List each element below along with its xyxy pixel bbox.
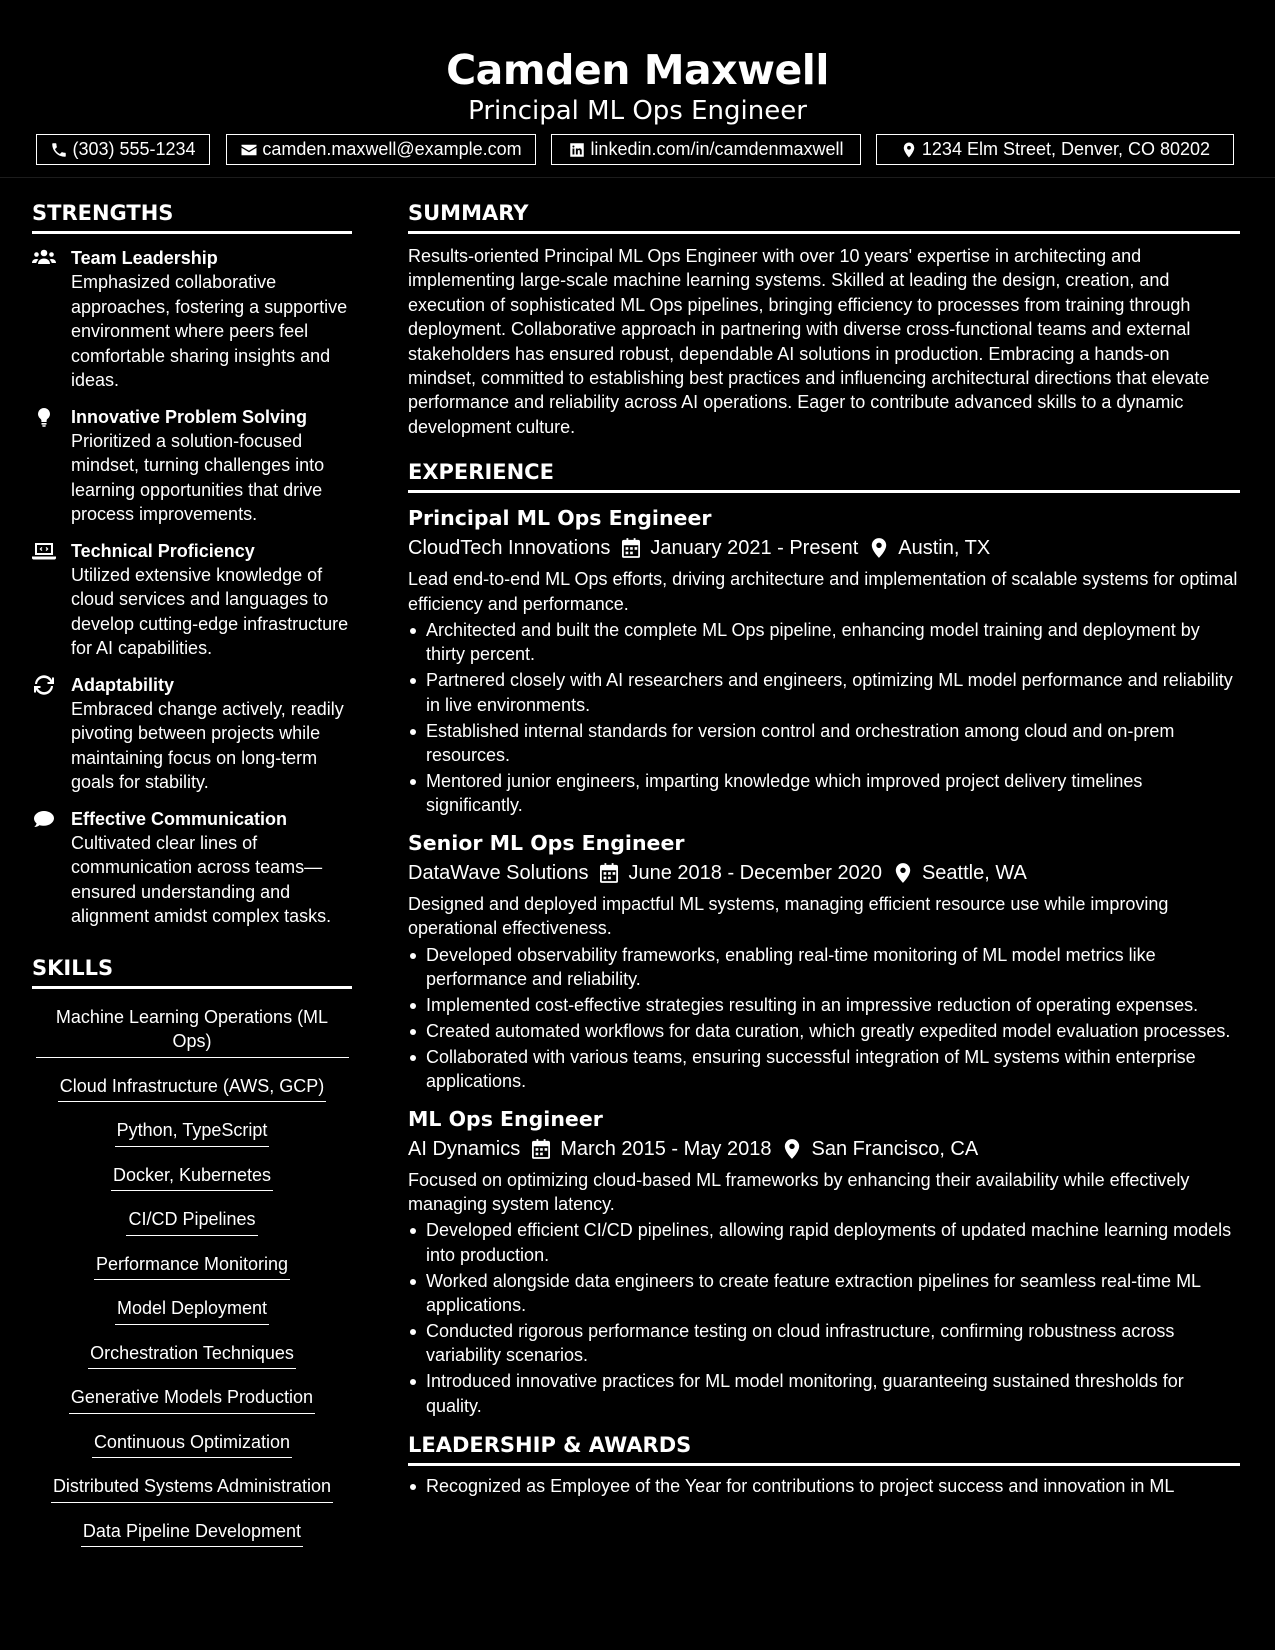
skill-item: Docker, Kubernetes bbox=[32, 1163, 352, 1192]
candidate-name: Camden Maxwell bbox=[446, 46, 829, 94]
summary-heading: SUMMARY bbox=[408, 198, 1240, 234]
strength-desc: Embraced change actively, readily pivoting between projects while maintaining focus on long-term goals for stability. bbox=[71, 698, 344, 792]
calendar-icon bbox=[622, 538, 640, 558]
list-item: Conducted rigorous performance testing on cloud infrastructure, confirming robustness across variability scenarios. bbox=[408, 1319, 1240, 1368]
job-company: AI Dynamics bbox=[408, 1137, 521, 1160]
calendar-icon bbox=[600, 863, 618, 883]
list-item: Mentored junior engineers, imparting knowledge which improved project delivery timelines significantly. bbox=[408, 769, 1240, 818]
phone-icon bbox=[50, 141, 68, 159]
candidate-role: Principal ML Ops Engineer bbox=[468, 96, 807, 126]
list-item: Worked alongside data engineers to create feature extraction pipelines for seamless real-time ML applications. bbox=[408, 1269, 1240, 1318]
job-dates: June 2018 - December 2020 bbox=[628, 861, 882, 884]
list-item: Collaborated with various teams, ensuring successful integration of ML systems within enterprise applications. bbox=[408, 1045, 1240, 1094]
job-title: Senior ML Ops Engineer bbox=[408, 830, 685, 855]
strength-desc: Prioritized a solution-focused mindset, turning challenges into learning opportunities that drive process improvements. bbox=[71, 430, 325, 524]
skills-heading: SKILLS bbox=[32, 953, 352, 989]
map-pin-icon bbox=[900, 141, 918, 159]
experience-heading: EXPERIENCE bbox=[408, 457, 1240, 493]
skill-item: Distributed Systems Administration bbox=[32, 1474, 352, 1503]
contact-email-text: camden.maxwell@example.com bbox=[262, 139, 522, 159]
job-company: DataWave Solutions bbox=[408, 861, 589, 884]
contact-linkedin-text: linkedin.com/in/camdenmaxwell bbox=[590, 139, 844, 159]
job-meta bbox=[408, 1134, 1240, 1164]
job-bullets bbox=[408, 618, 1240, 818]
skill-item: Performance Monitoring bbox=[32, 1252, 352, 1281]
strength-title: Adaptability bbox=[71, 674, 175, 695]
list-item: Architected and built the complete ML Ops pipeline, enhancing model training and deployment by thirty percent. bbox=[408, 618, 1240, 667]
job-dates: March 2015 - May 2018 bbox=[560, 1137, 772, 1160]
linkedin-icon bbox=[568, 141, 586, 159]
contact-email[interactable] bbox=[226, 134, 536, 165]
job-bullets bbox=[408, 943, 1240, 1094]
job-location: Austin, TX bbox=[898, 537, 991, 560]
left-column bbox=[32, 198, 352, 1563]
job-title: Principal ML Ops Engineer bbox=[408, 506, 712, 531]
list-item: Recognized as Employee of the Year for contributions to project success and innovation in ML bbox=[408, 1474, 1240, 1498]
strength-item bbox=[32, 405, 352, 527]
list-item: Implemented cost-effective strategies resulting in an impressive reduction of operating expenses. bbox=[408, 993, 1240, 1017]
contact-bar bbox=[36, 134, 1234, 165]
job-entry bbox=[408, 1104, 1240, 1419]
skills-list bbox=[32, 1005, 352, 1548]
job-desc: Lead end-to-end ML Ops efforts, driving architecture and implementation of scalable systems for optimal efficiency and performance. bbox=[408, 569, 1238, 614]
skill-item: CI/CD Pipelines bbox=[32, 1207, 352, 1236]
strength-title: Team Leadership bbox=[71, 248, 218, 268]
strengths-heading: STRENGTHS bbox=[32, 198, 352, 234]
skill-item: Python, TypeScript bbox=[32, 1118, 352, 1147]
map-pin-icon bbox=[870, 538, 888, 558]
awards-heading: LEADERSHIP & AWARDS bbox=[408, 1430, 1240, 1466]
map-pin-icon bbox=[783, 1139, 801, 1159]
strength-item bbox=[32, 246, 352, 393]
job-meta bbox=[408, 533, 1240, 563]
strength-title: Technical Proficiency bbox=[71, 540, 255, 561]
list-item: Established internal standards for version control and orchestration among cloud and on-prem resources. bbox=[408, 719, 1240, 768]
job-entry bbox=[408, 828, 1240, 1094]
strength-desc: Cultivated clear lines of communication across teams—ensured understanding and alignment amidst complex tasks. bbox=[71, 832, 332, 926]
right-column bbox=[408, 198, 1240, 1500]
map-pin-icon bbox=[894, 863, 912, 883]
skill-item: Generative Models Production bbox=[32, 1385, 352, 1414]
awards-list bbox=[408, 1474, 1240, 1498]
strength-desc: Utilized extensive knowledge of cloud services and languages to develop cutting-edge infrastructure for AI capabilities. bbox=[71, 564, 349, 658]
skill-item: Continuous Optimization bbox=[32, 1430, 352, 1459]
job-location: San Francisco, CA bbox=[811, 1137, 979, 1160]
list-item: Partnered closely with AI researchers and engineers, optimizing ML model performance and reliability in live environments. bbox=[408, 668, 1240, 717]
sync-icon bbox=[32, 675, 56, 695]
strength-item bbox=[32, 539, 352, 661]
list-item: Introduced innovative practices for ML model monitoring, guaranteeing sustained thresholds for quality. bbox=[408, 1369, 1240, 1418]
envelope-icon bbox=[240, 141, 258, 159]
job-dates: January 2021 - Present bbox=[650, 537, 859, 560]
summary-text: Results-oriented Principal ML Ops Engineer with over 10 years' expertise in architecting and implementing large-scale machine learning systems. Skilled at leading the design, creation, and execution of sophisticated ML Ops pipelines, bringing efficiency to processes from training through deployment. Collaborative approach in partnering with diverse cross-functional teams and external stakeholders has ensured robust, dependable AI solutions in production. Embracing a hands-on mindset, committed to establishing best practices and influencing architectural directions that elevate performance and reliability across AI operations. Eager to contribute advanced skills to a dynamic development culture. bbox=[408, 246, 1210, 437]
job-meta bbox=[408, 858, 1240, 888]
contact-address[interactable] bbox=[876, 134, 1234, 165]
strength-item bbox=[32, 807, 352, 929]
job-title: ML Ops Engineer bbox=[408, 1106, 603, 1131]
calendar-icon bbox=[532, 1139, 550, 1159]
contact-phone-text: (303) 555-1234 bbox=[72, 139, 196, 159]
contact-linkedin[interactable] bbox=[551, 134, 861, 165]
skill-item: Model Deployment bbox=[32, 1296, 352, 1325]
list-item: Created automated workflows for data curation, which greatly expedited model evaluation processes. bbox=[408, 1019, 1240, 1043]
lightbulb-icon bbox=[32, 407, 56, 427]
comment-icon bbox=[32, 809, 56, 829]
job-bullets bbox=[408, 1218, 1240, 1418]
job-entry bbox=[408, 503, 1240, 818]
job-desc: Focused on optimizing cloud-based ML frameworks by enhancing their availability while effectively managing system latency. bbox=[408, 1169, 1190, 1214]
strength-title: Effective Communication bbox=[71, 808, 288, 829]
job-desc: Designed and deployed impactful ML systems, managing efficient resource use while improving operational effectiveness. bbox=[408, 893, 1169, 939]
list-item: Developed observability frameworks, enabling real-time monitoring of ML model metrics like performance and reliability. bbox=[408, 943, 1240, 992]
contact-address-text: 1234 Elm Street, Denver, CO 80202 bbox=[921, 139, 1211, 159]
skill-item: Orchestration Techniques bbox=[32, 1341, 352, 1370]
skill-item: Cloud Infrastructure (AWS, GCP) bbox=[32, 1074, 352, 1103]
users-icon bbox=[32, 248, 56, 268]
job-location: Seattle, WA bbox=[921, 861, 1027, 884]
skill-item: Data Pipeline Development bbox=[32, 1519, 352, 1548]
strength-title: Innovative Problem Solving bbox=[71, 406, 308, 427]
contact-phone[interactable] bbox=[36, 134, 210, 165]
skill-item: Machine Learning Operations (ML Ops) bbox=[32, 1005, 352, 1058]
strength-desc: Emphasized collaborative approaches, fostering a supportive environment where peers feel comfortable sharing insights and ideas. bbox=[71, 272, 348, 390]
job-company: CloudTech Innovations bbox=[408, 537, 611, 560]
list-item: Developed efficient CI/CD pipelines, allowing rapid deployments of updated machine learning models into production. bbox=[408, 1218, 1240, 1267]
laptop-code-icon bbox=[32, 541, 56, 561]
strength-item bbox=[32, 673, 352, 795]
